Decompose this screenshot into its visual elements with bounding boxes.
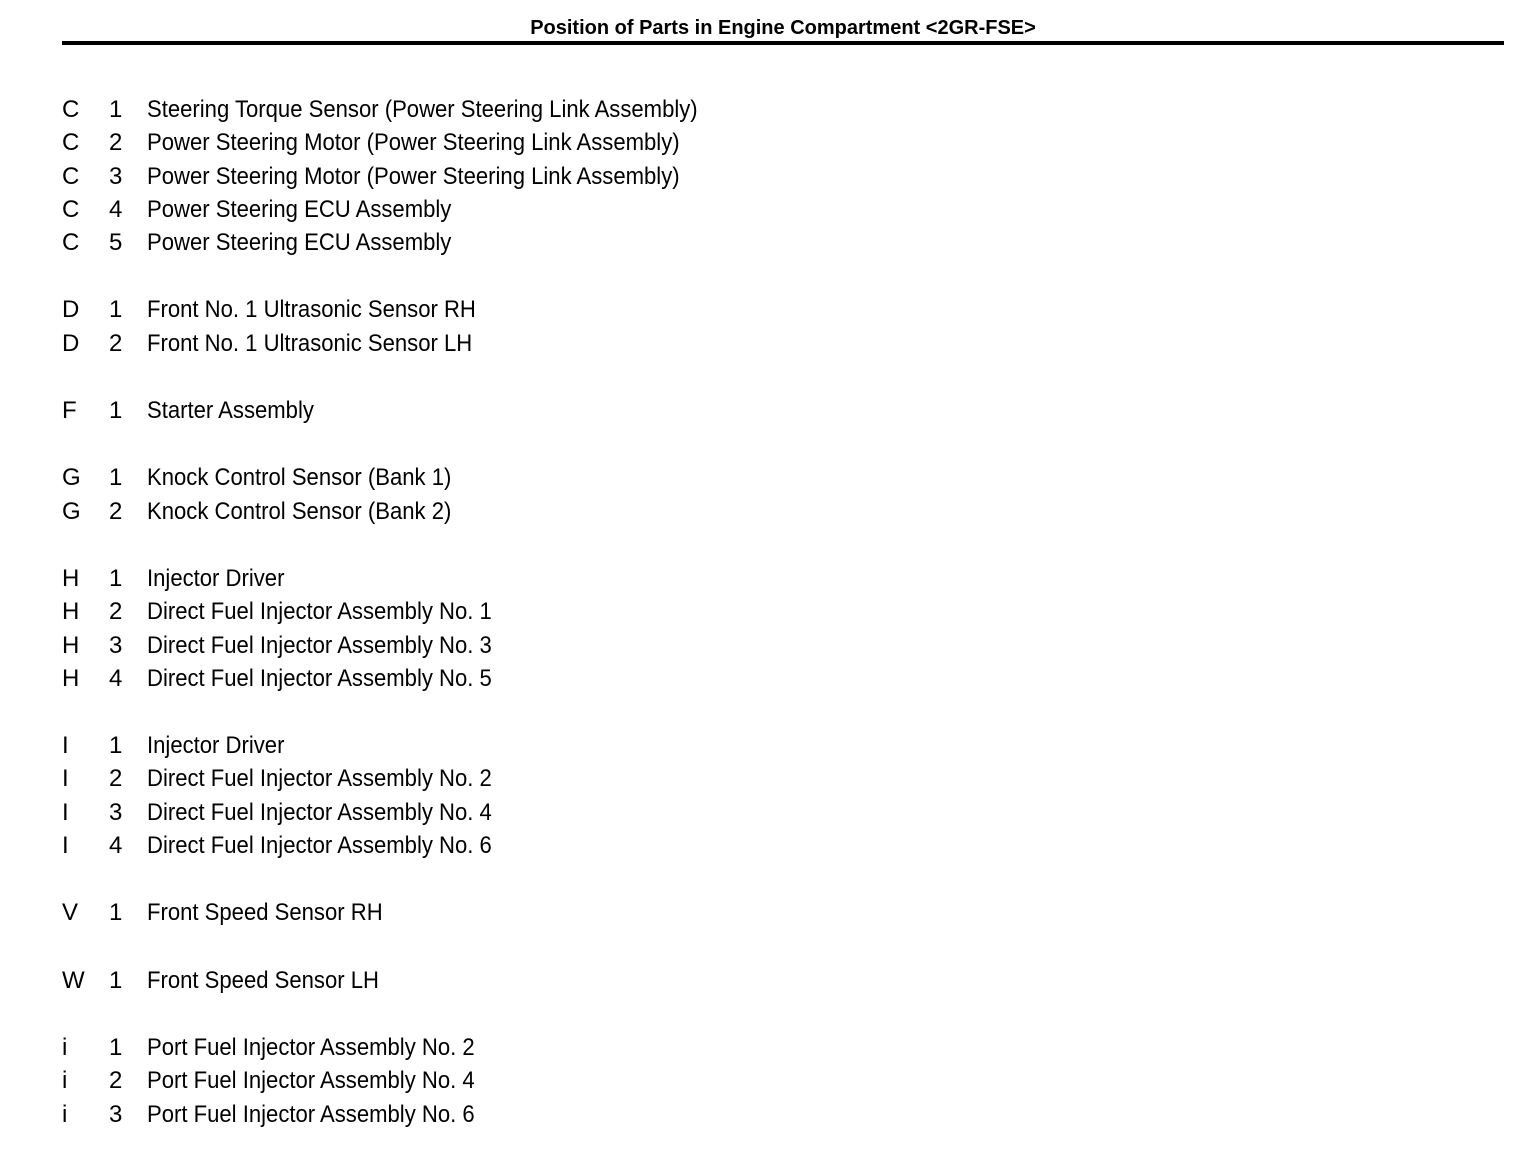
part-code-letter: G — [62, 464, 81, 492]
part-name: Direct Fuel Injector Assembly No. 3 — [147, 631, 492, 659]
part-group-G — [62, 461, 1262, 528]
part-name: Power Steering ECU Assembly — [147, 229, 452, 257]
page-title: Position of Parts in Engine Compartment <2GR-FSE> — [530, 17, 1036, 39]
part-code-number: 1 — [109, 464, 123, 492]
part-group-W — [62, 964, 1262, 997]
part-code-number: 1 — [109, 296, 123, 324]
part-code-number: 1 — [109, 899, 123, 927]
part-code-letter: C — [62, 162, 80, 190]
part-code-letter: I — [62, 798, 69, 826]
part-row — [62, 964, 1262, 997]
part-code-letter: W — [62, 966, 85, 994]
part-code-letter: F — [62, 397, 77, 425]
part-code-number: 2 — [109, 129, 123, 157]
part-code-letter: H — [62, 564, 80, 592]
part-group-V — [62, 896, 1262, 929]
part-row — [62, 126, 1262, 159]
part-row — [62, 595, 1262, 628]
part-name: Direct Fuel Injector Assembly No. 2 — [147, 765, 492, 793]
part-code-letter: i — [62, 1033, 68, 1061]
part-code-number: 1 — [109, 966, 123, 994]
part-code-letter: H — [62, 631, 80, 659]
part-row — [62, 193, 1262, 226]
part-name: Direct Fuel Injector Assembly No. 5 — [147, 664, 492, 692]
part-code-number: 2 — [109, 329, 123, 357]
part-group-i — [62, 1031, 1262, 1131]
parts-list — [62, 93, 1262, 1165]
part-code-number: 1 — [109, 732, 123, 760]
part-name: Front Speed Sensor RH — [147, 899, 383, 927]
part-code-letter: I — [62, 765, 69, 793]
part-group-I — [62, 729, 1262, 862]
part-row — [62, 226, 1262, 259]
title-divider — [62, 41, 1504, 45]
part-name: Port Fuel Injector Assembly No. 2 — [147, 1033, 475, 1061]
part-row — [62, 293, 1262, 326]
part-code-letter: D — [62, 329, 80, 357]
part-name: Power Steering Motor (Power Steering Link Assembly) — [147, 129, 680, 157]
part-code-letter: i — [62, 1100, 68, 1128]
part-code-number: 4 — [109, 832, 123, 860]
part-row — [62, 1098, 1262, 1131]
part-code-letter: V — [62, 899, 79, 927]
part-code-number: 3 — [109, 1100, 123, 1128]
part-group-D — [62, 293, 1262, 360]
part-code-letter: I — [62, 732, 69, 760]
part-code-number: 5 — [109, 229, 123, 257]
part-name: Power Steering Motor (Power Steering Link Assembly) — [147, 162, 680, 190]
part-group-F — [62, 394, 1262, 427]
part-name: Direct Fuel Injector Assembly No. 1 — [147, 598, 492, 626]
part-row — [62, 562, 1262, 595]
part-row — [62, 93, 1262, 126]
part-code-letter: C — [62, 129, 80, 157]
part-row — [62, 762, 1262, 795]
part-code-letter: C — [62, 195, 80, 223]
part-code-letter: I — [62, 832, 69, 860]
part-code-number: 2 — [109, 765, 123, 793]
part-code-letter: i — [62, 1067, 68, 1095]
part-name: Knock Control Sensor (Bank 2) — [147, 497, 452, 525]
part-code-letter: G — [62, 497, 81, 525]
part-code-letter: C — [62, 229, 80, 257]
part-name: Knock Control Sensor (Bank 1) — [147, 464, 452, 492]
part-name: Port Fuel Injector Assembly No. 6 — [147, 1100, 475, 1128]
part-row — [62, 629, 1262, 662]
part-row — [62, 896, 1262, 929]
part-code-number: 3 — [109, 631, 123, 659]
part-code-number: 3 — [109, 798, 123, 826]
part-code-number: 1 — [109, 1033, 123, 1061]
part-code-letter: C — [62, 96, 80, 123]
part-code-number: 1 — [109, 397, 123, 425]
part-row — [62, 327, 1262, 360]
part-row — [62, 394, 1262, 427]
part-name: Power Steering ECU Assembly — [147, 195, 452, 223]
part-name: Steering Torque Sensor (Power Steering Link Assembly) — [147, 96, 698, 123]
part-row — [62, 461, 1262, 494]
part-name: Front No. 1 Ultrasonic Sensor RH — [147, 296, 476, 324]
part-name: Direct Fuel Injector Assembly No. 4 — [147, 798, 492, 826]
part-name: Front No. 1 Ultrasonic Sensor LH — [147, 329, 473, 357]
part-code-number: 4 — [109, 664, 123, 692]
part-group-C — [62, 93, 1262, 259]
part-code-number: 4 — [109, 195, 123, 223]
part-code-number: 1 — [109, 564, 123, 592]
part-code-letter: H — [62, 664, 80, 692]
part-name: Starter Assembly — [147, 397, 314, 425]
part-row — [62, 1064, 1262, 1097]
part-code-number: 2 — [109, 1067, 123, 1095]
part-row — [62, 160, 1262, 193]
part-row — [62, 796, 1262, 829]
part-name: Injector Driver — [147, 732, 285, 760]
part-name: Front Speed Sensor LH — [147, 966, 379, 994]
part-code-number: 2 — [109, 497, 123, 525]
part-code-letter: H — [62, 598, 80, 626]
part-code-letter: D — [62, 296, 80, 324]
part-code-number: 2 — [109, 598, 123, 626]
part-name: Injector Driver — [147, 564, 285, 592]
part-row — [62, 495, 1262, 528]
part-name: Port Fuel Injector Assembly No. 4 — [147, 1067, 475, 1095]
part-row — [62, 829, 1262, 862]
part-row — [62, 662, 1262, 695]
part-row — [62, 729, 1262, 762]
part-row — [62, 1031, 1262, 1064]
part-code-number: 3 — [109, 162, 123, 190]
part-name: Direct Fuel Injector Assembly No. 6 — [147, 832, 492, 860]
part-group-H — [62, 562, 1262, 695]
part-code-number: 1 — [109, 96, 123, 123]
